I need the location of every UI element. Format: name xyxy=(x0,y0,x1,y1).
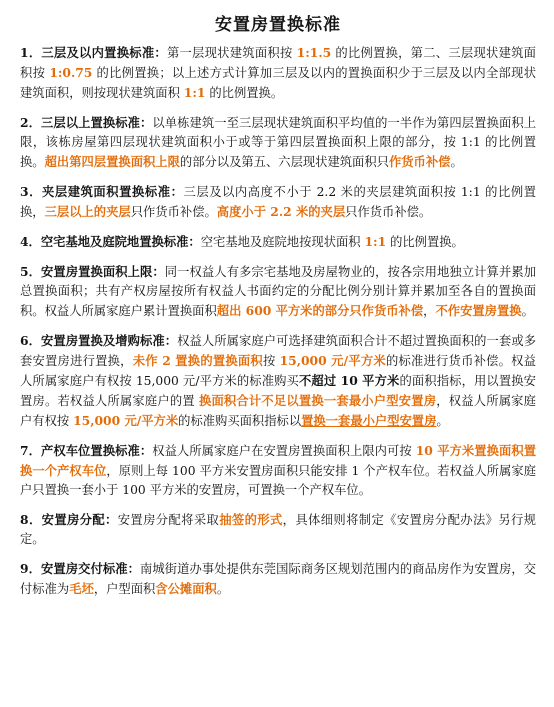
section-heading: 4．空宅基地及庭院地置换标准： xyxy=(20,234,201,249)
section-text-run: 只作货币补偿。 xyxy=(130,205,217,219)
section-7 xyxy=(20,441,536,500)
section-text-run: 。 xyxy=(436,414,449,428)
section-text-run: 作货币补偿 xyxy=(388,154,451,169)
section-1 xyxy=(20,43,536,103)
section-text-run: 南城街道办事处提供东莞国际商务区规划范围内的商品房作为安置房，交付标准为 xyxy=(20,562,536,596)
section-text-run: 权益人所属家庭户在安置房置换面积上限内可按 xyxy=(152,444,416,458)
section-heading: 3．夹层建筑面积置换标准： xyxy=(20,184,184,199)
section-text-run: ，具体细则将制定《安置房分配办法》另行规定。 xyxy=(20,513,536,546)
section-text-run: 毛坯 xyxy=(69,581,94,596)
section-heading: 9．安置房交付标准： xyxy=(20,561,141,576)
section-4 xyxy=(20,232,536,252)
section-heading: 1．三层及以内置换标准： xyxy=(20,45,167,60)
section-text-run: 1:1 xyxy=(364,234,387,249)
section-3 xyxy=(20,182,536,222)
section-text-run: 10 平方米置换面积置换一个产权车位 xyxy=(20,443,536,478)
section-text-run: 安置房分配将采取 xyxy=(117,513,220,527)
section-text-run: 高度小于 2.2 米的夹层 xyxy=(216,204,346,219)
section-text-run: 。 xyxy=(216,582,230,596)
section-text-run: 的比例置换。 xyxy=(205,86,284,100)
section-text-run: 只作货币补偿。 xyxy=(345,205,432,219)
section-text-run: 换面积合计不足以置换一套最小户型安置房 xyxy=(198,393,437,408)
section-text-run: 的部分以及第五、六层现状建筑面积只 xyxy=(179,155,389,169)
section-text-run: 置换一套最小户型安置房 xyxy=(301,413,437,428)
section-text-run: 。 xyxy=(450,155,463,169)
section-8 xyxy=(20,510,536,549)
section-text-run: 不超过 10 平方米 xyxy=(298,373,400,388)
section-text-run: 抽签的形式 xyxy=(219,512,283,527)
document-title: 安置房置换标准 xyxy=(215,15,341,35)
section-text-run: 的比例置换。 xyxy=(386,235,464,249)
section-text-run: 的标准进行货币补偿。权益人所属家庭户有权按 15,000 元/平方米的标准购买 xyxy=(20,354,536,388)
section-text-run: 15,000 元/平方米 xyxy=(279,353,386,368)
section-6 xyxy=(20,331,536,431)
section-text-run: ，户型面积 xyxy=(93,582,156,596)
section-text-run: 同一权益人有多宗宅基地及房屋物业的，按各宗用地独立计算并累加总置换面积；共有产权房屋按所有权益人书面约定的分配比例分别计算并累加至各自的置换面积。权益人所属家庭户累计置换面积 xyxy=(20,265,536,318)
section-9 xyxy=(20,559,536,599)
section-text-run: 。 xyxy=(521,304,534,318)
section-text-run: ，原则上每 100 平方米安置房面积只能安排 1 个产权车位。若权益人所属家庭户只置换一套小于 100 平方米的安置房，可置换一个产权车位。 xyxy=(20,464,536,497)
section-text-run: 空宅基地及庭院地按现状面积 xyxy=(200,235,365,249)
sections-container xyxy=(20,43,536,599)
section-text-run: ，权益人所属家庭户有权按 xyxy=(20,394,536,428)
section-text-run: 的比例置换，第二、三层现状建筑面积按 xyxy=(20,46,536,80)
section-heading: 5．安置房置换面积上限： xyxy=(20,264,165,279)
section-text-run: 按 xyxy=(262,354,280,368)
section-text-run: 的标准购买面积指标以 xyxy=(178,414,302,428)
section-text-run: 不作安置房置换 xyxy=(435,303,522,318)
section-text-run: 的面积指标，用以置换安置房。若权益人所属家庭户的置 xyxy=(20,374,536,408)
section-text-run: 以单栋建筑一至三层现状建筑面积平均值的一半作为第四层置换面积上限，该栋房屋第四层现状建筑面积小于或等于第四层置换面积上限的部分，按 1:1 的比例置换。 xyxy=(20,116,536,169)
section-2 xyxy=(20,113,536,172)
section-text-run: ， xyxy=(423,304,436,318)
section-heading: 8．安置房分配： xyxy=(20,512,118,527)
section-text-run: 未作 2 置换的置换面积 xyxy=(132,353,263,368)
section-text-run: 第一层现状建筑面积按 xyxy=(166,46,297,60)
section-text-run: 1:0.75 xyxy=(49,65,93,80)
section-heading: 6．安置房置换及增购标准： xyxy=(20,333,178,348)
section-text-run: 三层及以内高度不小于 2.2 米的夹层建筑面积按 1:1 的比例置换， xyxy=(20,185,537,219)
section-text-run: 权益人所属家庭户可选择建筑面积合计不超过置换面积的一套或多套安置房进行置换， xyxy=(20,334,536,368)
section-5 xyxy=(20,262,536,321)
section-text-run: 超出 600 平方米的部分只作货币补偿 xyxy=(216,303,424,318)
section-text-run: 三层以上的夹层 xyxy=(44,204,131,219)
section-text-run: 1:1.5 xyxy=(296,45,332,60)
section-text-run: 1:1 xyxy=(183,85,206,100)
section-text-run: 含公摊面积 xyxy=(155,581,217,596)
section-text-run: 15,000 元/平方米 xyxy=(73,413,179,428)
section-heading: 2．三层以上置换标准： xyxy=(20,115,153,130)
section-heading: 7．产权车位置换标准： xyxy=(20,443,153,458)
section-text-run: 的比例置换；以上述方式计算加三层及以内的置换面积少于三层及以内全部现状建筑面积，则按现状建筑面积 xyxy=(20,66,536,100)
section-text-run: 超出第四层置换面积上限 xyxy=(44,154,180,169)
